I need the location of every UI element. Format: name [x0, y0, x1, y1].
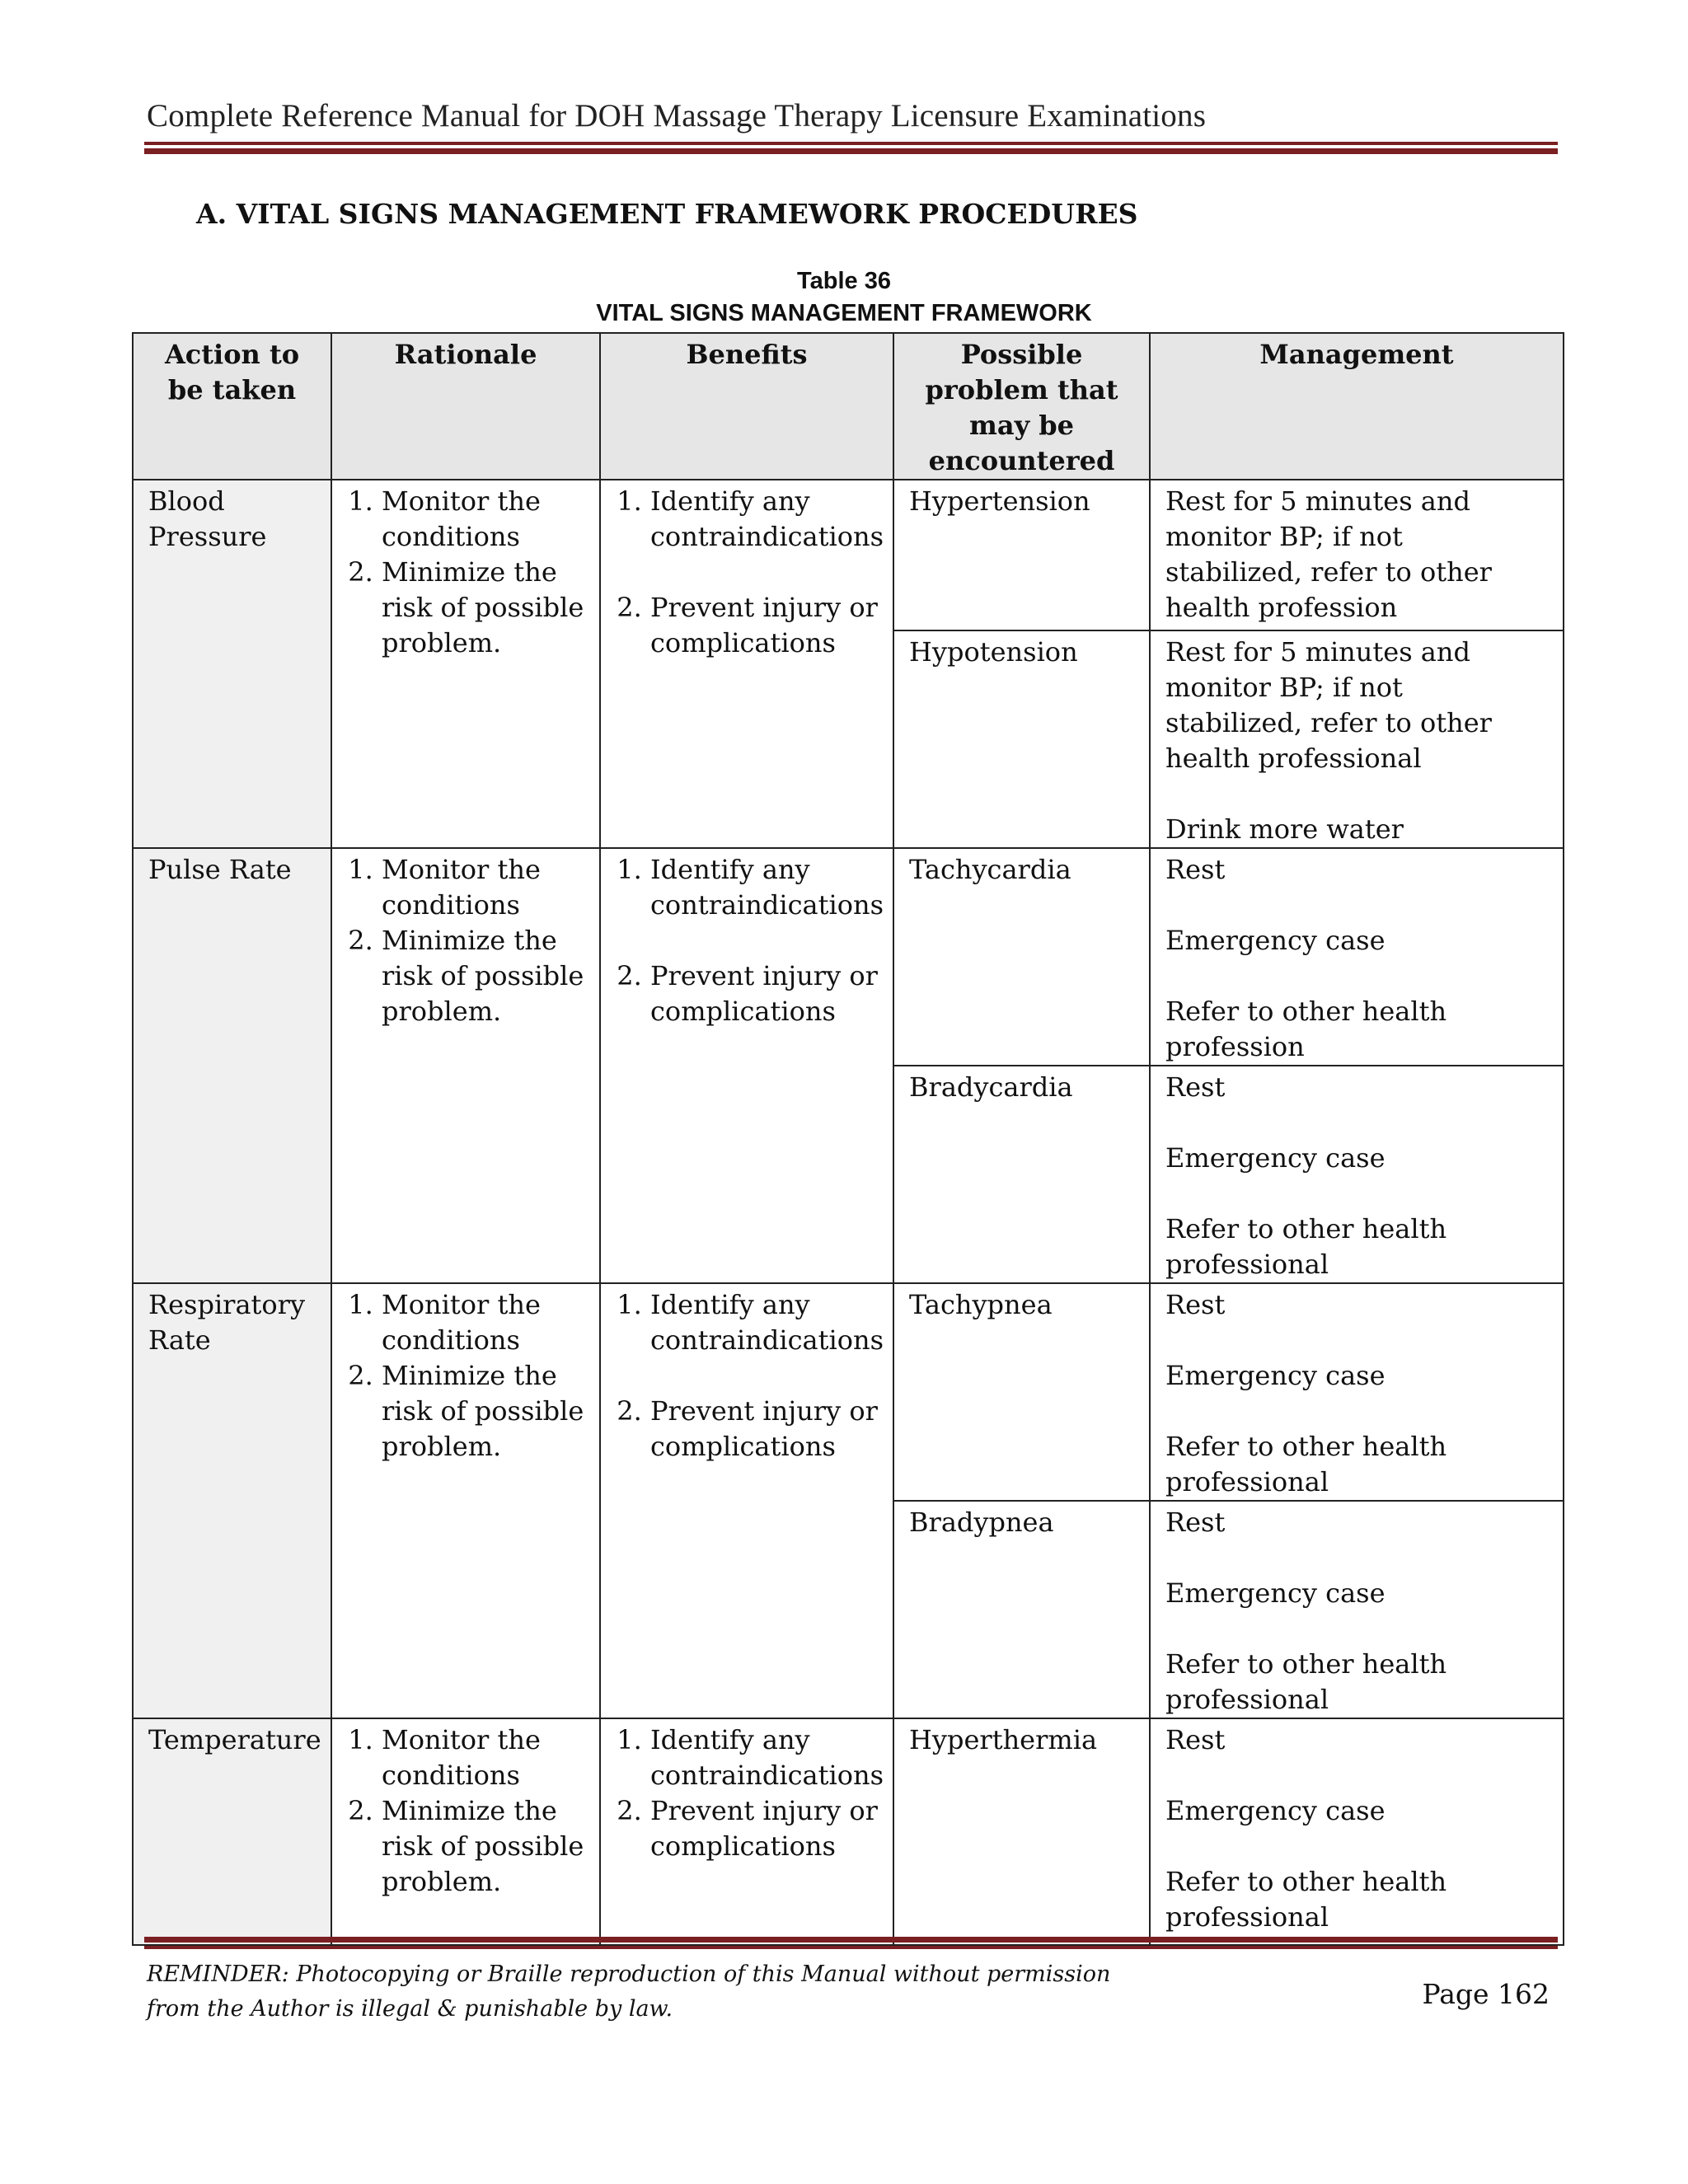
table-caption — [0, 265, 1688, 330]
column-header: Action to be taken — [133, 333, 331, 480]
column-header: Management — [1150, 333, 1564, 480]
page-number: Page 162 — [1422, 1978, 1550, 2010]
list-item: 2. Prevent injury or complications — [650, 1793, 878, 1864]
benefits-cell — [600, 1283, 893, 1718]
benefits-cell — [600, 1718, 893, 1945]
management-item: Rest — [1165, 1071, 1226, 1103]
problem-cell: Bradypnea — [893, 1501, 1150, 1718]
management-item: Rest — [1165, 1507, 1226, 1538]
rationale-cell — [331, 848, 600, 1283]
list-item: 2. Prevent injury or complications — [650, 958, 878, 1029]
management-cell — [1150, 848, 1564, 1066]
action-cell: Respiratory Rate — [133, 1283, 331, 1718]
management-item: Refer to other health professional — [1165, 1213, 1447, 1280]
problem-cell: Tachypnea — [893, 1283, 1150, 1501]
table-row — [133, 848, 1564, 1066]
problem-cell: Hypotension — [893, 630, 1150, 848]
list-item: 1. Identify any contraindications — [650, 1722, 878, 1793]
management-item: Refer to other health professional — [1165, 1648, 1447, 1715]
management-item: Drink more water — [1165, 813, 1404, 845]
list-item: 1. Monitor the conditions — [382, 1722, 584, 1793]
list-item: 1. Identify any contraindications — [650, 1287, 878, 1358]
management-item: Refer to other health professional — [1165, 1866, 1447, 1933]
problem-cell: Bradycardia — [893, 1066, 1150, 1283]
management-item: Rest — [1165, 1289, 1226, 1320]
management-item: Refer to other health professional — [1165, 1431, 1447, 1497]
footer-reminder-line: REMINDER: Photocopying or Braille reproduction of this Manual without permission — [147, 1961, 1111, 1987]
table-row — [133, 480, 1564, 630]
column-header: Benefits — [600, 333, 893, 480]
table-caption-number: Table 36 — [797, 268, 891, 294]
management-cell — [1150, 1066, 1564, 1283]
list-item: 1. Monitor the conditions — [382, 852, 584, 923]
table-row — [133, 1283, 1564, 1501]
list-item: 2. Minimize the risk of possible problem. — [382, 1793, 584, 1900]
benefits-cell — [600, 848, 893, 1283]
header-rule — [144, 142, 1558, 154]
table-row — [133, 1718, 1564, 1945]
footer-reminder-line: from the Author is illegal & punishable by law. — [147, 1996, 673, 2022]
rationale-cell — [331, 480, 600, 848]
footer-rule — [144, 1937, 1558, 1949]
management-item: Emergency case — [1165, 1577, 1386, 1609]
management-item: Emergency case — [1165, 1360, 1386, 1391]
management-cell — [1150, 1718, 1564, 1945]
list-item: 2. Minimize the risk of possible problem. — [382, 1358, 584, 1465]
footer-reminder — [147, 1957, 1110, 2027]
management-item: Emergency case — [1165, 1795, 1386, 1826]
list-item: 1. Identify any contraindications — [650, 484, 878, 555]
management-item: Emergency case — [1165, 925, 1386, 956]
list-item: 1. Identify any contraindications — [650, 852, 878, 923]
column-header: Possible problem that may be encountered — [893, 333, 1150, 480]
running-header: Complete Reference Manual for DOH Massage Therapy Licensure Examinations — [147, 98, 1207, 134]
list-item: 2. Minimize the risk of possible problem. — [382, 923, 584, 1029]
management-item: Rest — [1165, 854, 1226, 885]
section-heading: A. VITAL SIGNS MANAGEMENT FRAMEWORK PROCEDURES — [196, 198, 1138, 230]
column-header: Rationale — [331, 333, 600, 480]
action-cell: Pulse Rate — [133, 848, 331, 1283]
list-item: 2. Prevent injury or complications — [650, 590, 878, 661]
table-header-row — [133, 333, 1564, 480]
management-cell — [1150, 480, 1564, 630]
benefits-cell — [600, 480, 893, 848]
list-item: 2. Minimize the risk of possible problem. — [382, 555, 584, 661]
management-cell — [1150, 1501, 1564, 1718]
management-cell — [1150, 1283, 1564, 1501]
table-caption-title: VITAL SIGNS MANAGEMENT FRAMEWORK — [596, 300, 1092, 326]
rationale-cell — [331, 1283, 600, 1718]
management-item: Rest — [1165, 1724, 1226, 1755]
action-cell: Temperature — [133, 1718, 331, 1945]
problem-cell: Hypertension — [893, 480, 1150, 630]
vital-signs-table — [132, 332, 1564, 1946]
management-item: Emergency case — [1165, 1142, 1386, 1174]
management-item: Rest for 5 minutes and monitor BP; if not stabilized, refer to other health profession — [1165, 485, 1492, 623]
list-item: 1. Monitor the conditions — [382, 484, 584, 555]
action-cell: Blood Pressure — [133, 480, 331, 848]
problem-cell: Tachycardia — [893, 848, 1150, 1066]
management-cell — [1150, 630, 1564, 848]
list-item: 1. Monitor the conditions — [382, 1287, 584, 1358]
management-item: Rest for 5 minutes and monitor BP; if not stabilized, refer to other health professional — [1165, 636, 1492, 774]
management-item: Refer to other health profession — [1165, 996, 1447, 1062]
problem-cell: Hyperthermia — [893, 1718, 1150, 1945]
rationale-cell — [331, 1718, 600, 1945]
list-item: 2. Prevent injury or complications — [650, 1394, 878, 1465]
